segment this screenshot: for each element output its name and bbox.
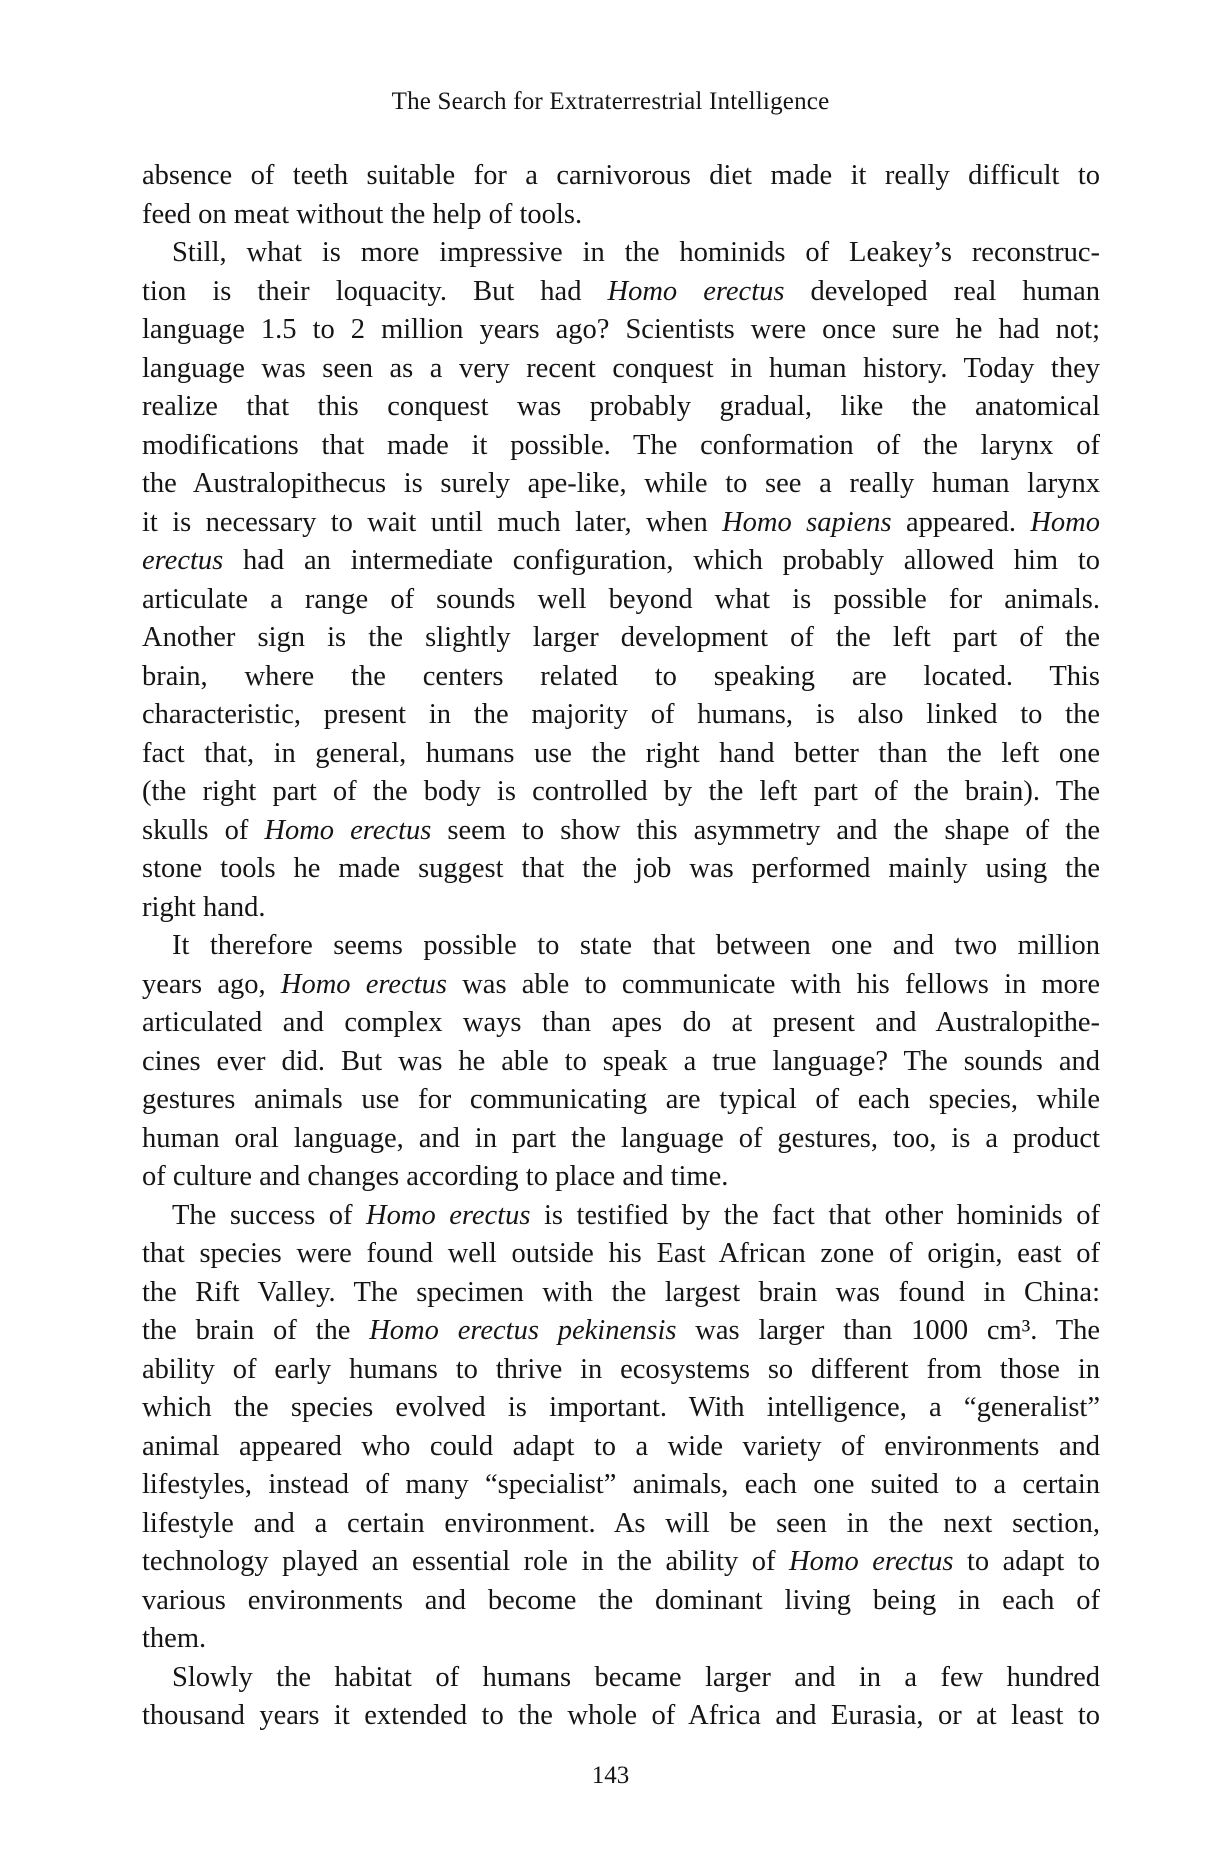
- text-segment: gestures animals use for communicating are typical of each species, while: [142, 1084, 1100, 1115]
- text-segment: Still, what is more impressive in the hominids of Leakey’s reconstruc-: [172, 237, 1100, 268]
- text-segment: developed real human: [784, 275, 1100, 307]
- paragraph: [142, 234, 1100, 927]
- text-segment: seem to show this asymmetry and the shape of the: [431, 814, 1100, 846]
- text-line: [142, 1620, 1100, 1659]
- text-line: [142, 234, 1100, 273]
- text-line: [142, 966, 1100, 1005]
- body-text: [142, 157, 1100, 1736]
- text-segment: It therefore seems possible to state that between one and two million: [172, 930, 1100, 961]
- text-line: [142, 619, 1100, 658]
- paragraph: [142, 927, 1100, 1197]
- running-head: The Search for Extraterrestrial Intelligence: [391, 88, 830, 115]
- text-line: [142, 1120, 1100, 1159]
- italic-term: Homo sapiens: [722, 506, 892, 538]
- text-segment: that species were found well outside his East African zone of origin, east of: [142, 1238, 1100, 1269]
- italic-term: Homo erectus: [366, 1199, 531, 1231]
- text-line: [142, 773, 1100, 812]
- text-segment: the Rift Valley. The specimen with the largest brain was found in China:: [142, 1276, 1100, 1308]
- text-segment: The success of: [172, 1199, 367, 1231]
- text-segment: which the species evolved is important. With intelligence, a “generalist”: [142, 1392, 1100, 1423]
- text-line: [142, 1543, 1100, 1582]
- text-segment: right hand.: [142, 891, 266, 923]
- text-segment: Another sign is the slightly larger development of the left part of the: [142, 622, 1100, 653]
- text-segment: language was seen as a very recent conquest in human history. Today they: [142, 352, 1100, 384]
- text-segment: fact that, in general, humans use the right hand better than the left one: [142, 737, 1100, 769]
- text-line: [142, 1312, 1100, 1351]
- italic-term: Homo erectus: [789, 1546, 954, 1577]
- text-segment: brain, where the centers related to speaking are located. This: [142, 660, 1100, 692]
- text-segment: of culture and changes according to place and time.: [142, 1161, 729, 1192]
- text-line: [142, 1004, 1100, 1043]
- text-line: [142, 1466, 1100, 1505]
- italic-term: Homo erectus pekinensis: [369, 1315, 677, 1346]
- text-segment: feed on meat without the help of tools.: [142, 198, 583, 230]
- text-line: [142, 889, 1100, 928]
- text-segment: had an intermediate configuration, which probably allowed him to: [223, 545, 1100, 576]
- italic-term: Homo erectus: [264, 814, 432, 846]
- text-segment: years ago,: [142, 968, 281, 1000]
- text-segment: to adapt to: [953, 1546, 1100, 1577]
- italic-term: erectus: [142, 545, 224, 576]
- text-line: [142, 1582, 1100, 1621]
- text-line: [142, 350, 1100, 389]
- paragraph: [142, 1197, 1100, 1659]
- text-line: [142, 157, 1100, 196]
- page-number: 143: [591, 1762, 630, 1789]
- text-segment: skulls of: [142, 814, 265, 846]
- text-line: [142, 658, 1100, 697]
- text-segment: tion is their loquacity. But had: [142, 275, 608, 307]
- italic-term: Homo erectus: [280, 968, 447, 1000]
- text-segment: was able to communicate with his fellows in more: [447, 968, 1100, 1000]
- text-line: [142, 1043, 1100, 1082]
- text-segment: stone tools he made suggest that the job was performed mainly using the: [142, 853, 1100, 884]
- text-line: [142, 1235, 1100, 1274]
- paragraph: [142, 157, 1100, 234]
- text-line: [142, 1351, 1100, 1390]
- text-segment: human oral language, and in part the language of gestures, too, is a product: [142, 1122, 1100, 1154]
- text-segment: ability of early humans to thrive in ecosystems so different from those in: [142, 1353, 1100, 1385]
- text-line: [142, 1274, 1100, 1313]
- italic-term: Homo: [1030, 506, 1100, 538]
- text-segment: it is necessary to wait until much later, when: [142, 506, 723, 538]
- text-line: [142, 311, 1100, 350]
- text-line: [142, 465, 1100, 504]
- text-segment: Slowly the habitat of humans became larger and in a few hundred: [172, 1661, 1100, 1693]
- text-line: [142, 273, 1100, 312]
- text-line: [142, 1389, 1100, 1428]
- text-segment: (the right part of the body is controlled by the left part of the brain). The: [142, 776, 1100, 807]
- text-segment: technology played an essential role in the ability of: [142, 1546, 790, 1577]
- text-line: [142, 427, 1100, 466]
- text-line: [142, 504, 1100, 543]
- text-segment: the Australopithecus is surely ape-like, while to see a really human larynx: [142, 468, 1100, 499]
- text-segment: modifications that made it possible. The conformation of the larynx of: [142, 429, 1100, 461]
- text-segment: the brain of the: [142, 1315, 370, 1346]
- text-segment: lifestyle and a certain environment. As will be seen in the next section,: [142, 1507, 1100, 1539]
- text-line: [142, 696, 1100, 735]
- text-line: [142, 1197, 1100, 1236]
- text-line: [142, 1697, 1100, 1736]
- italic-term: Homo erectus: [607, 275, 785, 307]
- text-segment: them.: [142, 1623, 207, 1654]
- text-line: [142, 1505, 1100, 1544]
- text-segment: appeared.: [891, 506, 1031, 538]
- text-segment: thousand years it extended to the whole of Africa and Eurasia, or at least to: [142, 1700, 1100, 1731]
- text-line: [142, 735, 1100, 774]
- text-line: [142, 1659, 1100, 1698]
- text-segment: lifestyles, instead of many “specialist” animals, each one suited to a certain: [142, 1469, 1100, 1500]
- text-segment: articulated and complex ways than apes do at present and Australopithe-: [142, 1007, 1100, 1038]
- text-line: [142, 542, 1100, 581]
- text-line: [142, 388, 1100, 427]
- text-segment: cines ever did. But was he able to speak a true language? The sounds and: [142, 1045, 1100, 1077]
- text-line: [142, 581, 1100, 620]
- text-segment: articulate a range of sounds well beyond what is possible for animals.: [142, 583, 1100, 615]
- text-line: [142, 196, 1100, 235]
- paragraph: [142, 1659, 1100, 1736]
- text-line: [142, 1428, 1100, 1467]
- text-segment: realize that this conquest was probably gradual, like the anatomical: [142, 391, 1100, 422]
- text-line: [142, 1081, 1100, 1120]
- text-segment: various environments and become the dominant living being in each of: [142, 1584, 1100, 1616]
- text-segment: characteristic, present in the majority of humans, is also linked to the: [142, 699, 1100, 730]
- text-segment: animal appeared who could adapt to a wide variety of environments and: [142, 1430, 1100, 1462]
- text-line: [142, 1158, 1100, 1197]
- text-line: [142, 850, 1100, 889]
- text-line: [142, 927, 1100, 966]
- text-line: [142, 812, 1100, 851]
- text-segment: is testified by the fact that other hominids of: [530, 1199, 1100, 1231]
- text-segment: was larger than 1000 cm³. The: [676, 1315, 1100, 1346]
- text-segment: absence of teeth suitable for a carnivorous diet made it really difficult to: [142, 160, 1100, 191]
- text-segment: language 1.5 to 2 million years ago? Scientists were once sure he had not;: [142, 314, 1100, 345]
